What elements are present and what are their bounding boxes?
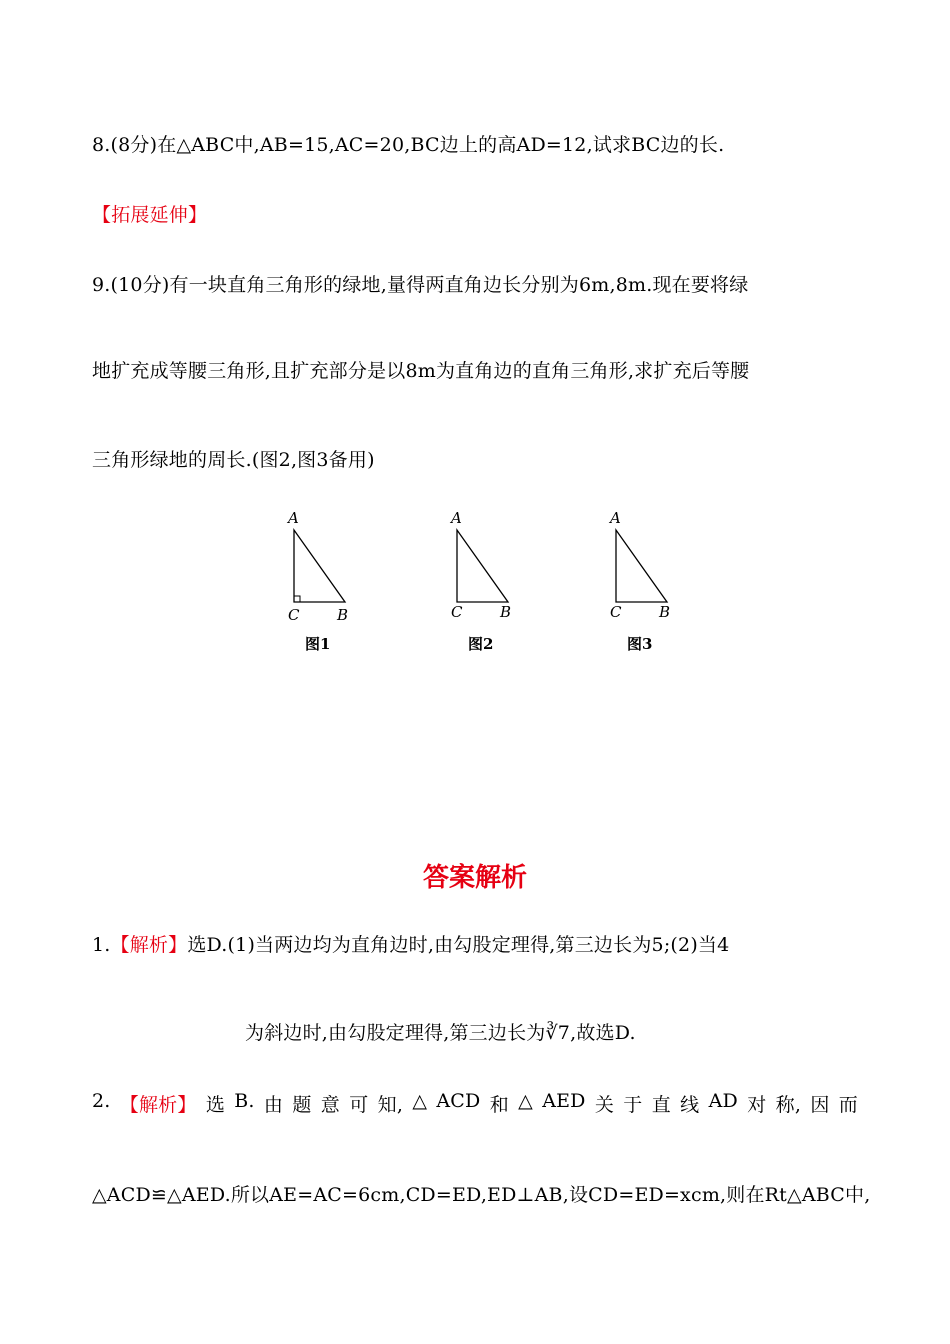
answer-2-token: 称, [775, 1094, 802, 1116]
answer-2-token: 直 [651, 1094, 671, 1116]
section-extension-heading: 【拓展延伸】 [92, 204, 208, 226]
question-9-line-1: 9.(10分)有一块直角三角形的绿地,量得两直角边长分别为6m,8m.现在要将绿 [92, 274, 749, 296]
answer-2-token: 因 [810, 1094, 830, 1116]
answer-2-token: 于 [623, 1094, 643, 1116]
figure-3 [608, 509, 670, 653]
figure-2 [449, 509, 511, 653]
answer-1-text: 选D.(1)当两边均为直角边时,由勾股定理得,第三边长为5;(2)当4 [187, 934, 730, 956]
vertex-b-label: B [500, 603, 512, 621]
answer-2-token: 关 [594, 1094, 615, 1116]
answer-2-token: 意 [320, 1094, 340, 1116]
answer-2-token: AED [542, 1090, 586, 1112]
answer-1-line-1 [92, 930, 729, 957]
triangle-figures [270, 505, 710, 665]
answer-1-line-2: 为斜边时,由勾股定理得,第三边长为∛7,故选D. [245, 1022, 636, 1044]
answer-2-token: B. [234, 1090, 255, 1112]
vertex-b-label: B [659, 603, 671, 621]
answer-2-token: ACD [436, 1090, 481, 1112]
figure-3-label: 图3 [627, 635, 653, 653]
vertex-b-label: B [337, 606, 349, 624]
answer-2-token: 对 [747, 1094, 767, 1116]
figure-1 [286, 509, 348, 653]
answer-2-token: △ [518, 1090, 533, 1112]
vertex-a-label: A [610, 509, 621, 527]
answer-2-token: AD [708, 1090, 738, 1112]
answer-2-token: △ [412, 1090, 428, 1112]
answer-2-token: 和 [489, 1094, 509, 1116]
question-8: 8.(8分)在△ABC中,AB=15,AC=20,BC边上的高AD=12,试求BC边的长. [92, 134, 725, 156]
answer-1-number: 1. [92, 934, 111, 956]
answers-title: 答案解析 [422, 863, 527, 893]
vertex-c-label: C [288, 606, 300, 624]
answer-2-line-2: △ACD≌△AED.所以AE=AC=6cm,CD=ED,ED⊥AB,设CD=ED=xcm,则在Rt△ABC中, [92, 1184, 871, 1206]
figure-1-label: 图1 [305, 635, 331, 653]
answer-1-tag: 【解析】 [110, 934, 188, 956]
vertex-a-label: A [288, 509, 299, 527]
question-9-line-2: 地扩充成等腰三角形,且扩充部分是以8m为直角边的直角三角形,求扩充后等腰 [92, 360, 750, 382]
vertex-c-label: C [451, 603, 463, 621]
answer-2-token: 题 [292, 1094, 312, 1116]
vertex-c-label: C [610, 603, 622, 621]
answer-2-tag: 【解析】 [119, 1094, 197, 1116]
question-9-line-3: 三角形绿地的周长.(图2,图3备用) [92, 449, 375, 471]
answer-2-token: 线 [680, 1094, 700, 1116]
answer-2-token: 知, [377, 1094, 404, 1116]
vertex-a-label: A [451, 509, 462, 527]
figure-2-label: 图2 [468, 635, 494, 653]
answer-2-token: 而 [838, 1094, 858, 1116]
answer-2-number: 2. [92, 1090, 111, 1112]
answer-2-line-1 [92, 1090, 858, 1117]
answer-2-token: 可 [349, 1094, 369, 1116]
answer-2-token: 由 [263, 1094, 284, 1116]
answer-2-token: 选 [205, 1094, 226, 1116]
